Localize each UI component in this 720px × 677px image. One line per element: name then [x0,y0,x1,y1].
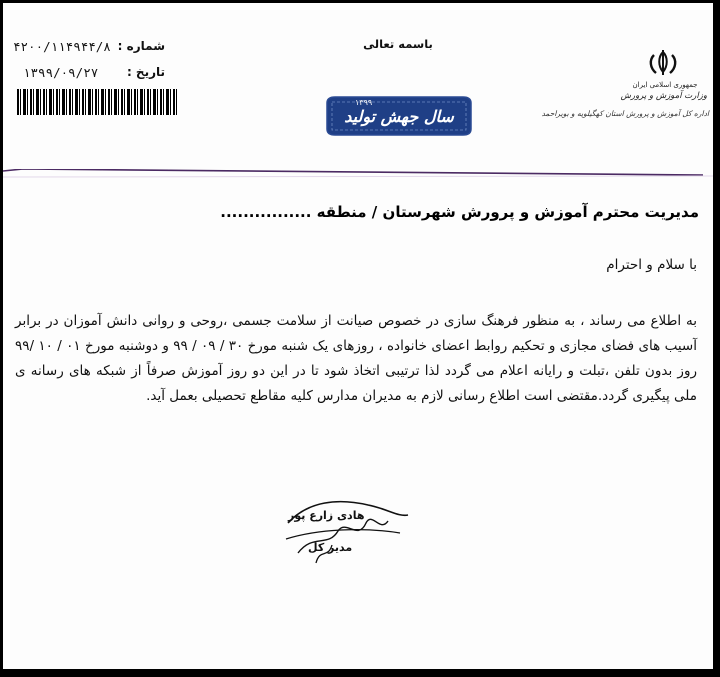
signatory-title: مدیر کل [308,541,353,554]
handwritten-signature [268,493,418,568]
signatory-name: هادی زارع پور [288,509,365,522]
org-ministry: وزارت آموزش و پرورش [620,91,707,101]
letter-page [3,3,713,669]
header-divider [3,169,713,183]
banner-year: ۱۳۹۹ [355,98,373,107]
letter-number-row [13,39,165,55]
org-country: جمهوری اسلامی ایران [632,81,698,89]
letter-number-label: شماره : [117,39,165,53]
letter-number-value: ۴۲۰۰/۱۱۴۹۴۴/۸ [13,39,111,54]
slogan-banner [323,95,475,137]
letter-date-value: ۱۳۹۹/۰۹/۲۷ [23,65,99,80]
iran-emblem-icon [645,49,681,77]
greeting: با سلام و احترام [606,257,697,273]
org-department: اداره کل آموزش و پرورش استان کهگیلویه و بویراحمد [541,109,709,118]
addressee-heading: مدیریت محترم آموزش و پرورش شهرستان / منطقه ................ [220,203,699,221]
letter-body: به اطلاع می رساند ، به منظور فرهنگ سازی در خصوص صیانت از سلامت جسمی ،روحی و روانی دانش آموزان در برابر آسیب های فضای مجازی و تحکیم روابط اعضای خانواده ، روزهای یک شنبه مورخ ۳۰ / ۰۹ / ۹۹ و دوشنبه مورخ ۰۱ / ۱۰ /۹۹ روز بدون تلفن ،تبلت و رایانه اعلام می گردد لذا ترتیبی اتخاذ شود تا در این دو روز آموزش صرفاً از شبکه های رسانه ی ملی پیگیری گردد.مقتضی است اطلاع رسانی لازم به مدیران مدارس کلیه مقاطع تحصیلی بعمل آید. [15,313,697,404]
basmala: باسمه تعالی [363,37,433,51]
barcode [17,89,177,115]
letter-date-label: تاریخ : [126,65,165,79]
letter-date-row [23,65,165,81]
banner-slogan: سال جهش تولید [344,106,454,126]
